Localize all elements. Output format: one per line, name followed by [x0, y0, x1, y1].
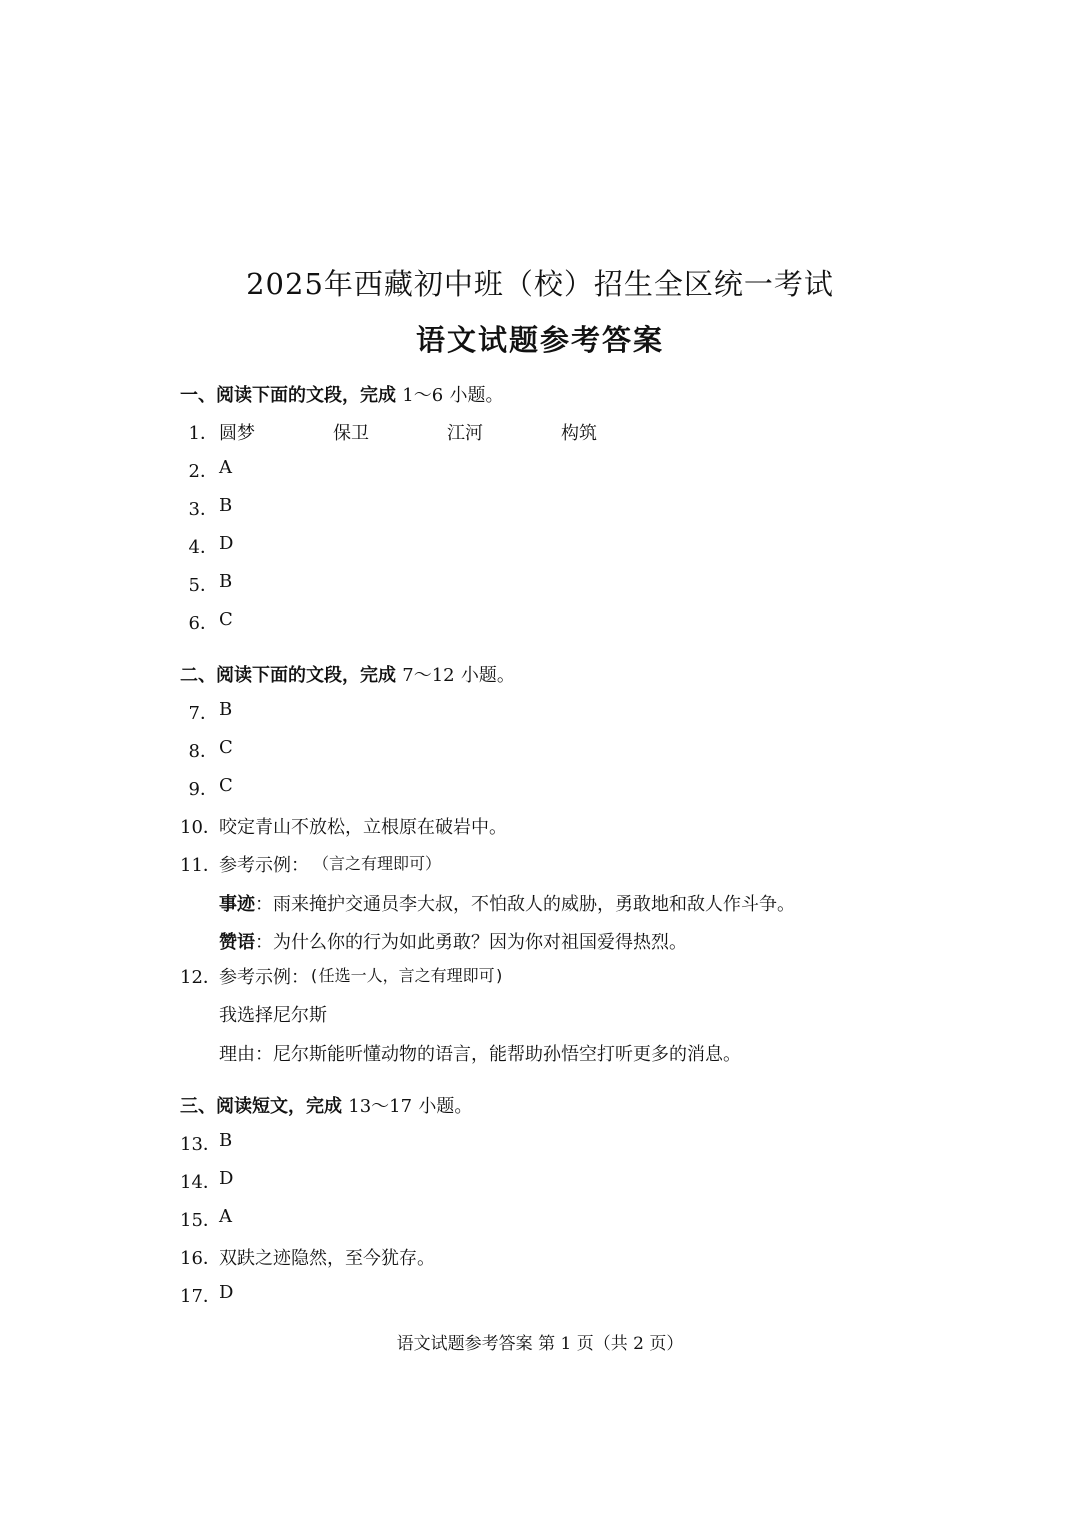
section-1-suffix: 小题。: [449, 385, 504, 406]
answer-note: （言之有理即可）: [313, 854, 442, 873]
answer-text: 双趺之迹隐然，至今犹存。: [219, 1248, 435, 1269]
answer-number: 8．: [188, 741, 218, 762]
section-2-suffix: 小题。: [460, 665, 515, 686]
answer-number: 1．: [188, 423, 218, 444]
answer-note: (任选一人，言之有理即可): [309, 966, 505, 985]
section-2-prefix: 二、阅读下面的文段，完成: [180, 665, 396, 686]
answer-number: 2．: [188, 461, 218, 482]
answer-text: D: [219, 533, 234, 554]
praise-label: 赞语: [219, 932, 255, 953]
deed-label: 事迹: [219, 894, 255, 915]
answer-12-reason: 理由：尼尔斯能听懂动物的语言，能帮助孙悟空打听更多的消息。: [219, 1044, 741, 1065]
answer-17: [180, 1282, 233, 1308]
answer-text: A: [219, 457, 232, 478]
answer-words: [219, 419, 675, 445]
answer-word: 构筑: [561, 423, 597, 444]
answer-number: 3．: [188, 499, 218, 520]
answer-word: 江河: [447, 423, 483, 444]
answer-11-praise: [219, 928, 687, 954]
section-heading-2: [180, 661, 515, 687]
answer-number: 10．: [180, 817, 221, 838]
answer-number: 9．: [188, 779, 218, 800]
answer-2: [180, 457, 232, 483]
answer-1: [180, 419, 675, 445]
page-title: 2025年西藏初中班（校）招生全区统一考试: [246, 267, 834, 301]
answer-text: A: [219, 1206, 232, 1227]
answer-number: 13．: [180, 1134, 221, 1155]
answer-word: 保卫: [333, 423, 369, 444]
answer-14: [180, 1168, 233, 1194]
section-3-range: 13～17: [348, 1096, 413, 1117]
answer-number: 4．: [188, 537, 218, 558]
answer-word: 圆梦: [219, 423, 255, 444]
answer-number: 12．: [180, 967, 221, 988]
page-footer: 语文试题参考答案 第 1 页（共 2 页）: [396, 1334, 684, 1354]
answer-text: D: [219, 1168, 234, 1189]
answer-4: [180, 533, 233, 559]
answer-12-choice: 我选择尼尔斯: [219, 1005, 327, 1026]
answer-11-deed: [219, 890, 795, 916]
deed-text: ：雨来掩护交通员李大叔，不怕敌人的威胁，勇敢地和敌人作斗争。: [255, 894, 795, 915]
answer-text: 参考示例：: [219, 855, 309, 876]
answer-number: 14．: [180, 1172, 221, 1193]
answer-8: [180, 737, 233, 763]
section-3-suffix: 小题。: [418, 1096, 473, 1117]
answer-text: 咬定青山不放松，立根原在破岩中。: [219, 817, 507, 838]
answer-10: [180, 813, 507, 839]
answer-12: [180, 963, 504, 989]
answer-3: [180, 495, 232, 521]
answer-text: B: [219, 571, 233, 592]
answer-number: 16．: [180, 1248, 221, 1269]
answer-text: C: [219, 737, 233, 758]
section-heading-3: [180, 1092, 472, 1118]
praise-text: ：为什么你的行为如此勇敢？因为你对祖国爱得热烈。: [255, 932, 687, 953]
section-3-prefix: 三、阅读短文，完成: [180, 1096, 342, 1117]
answer-15: [180, 1206, 232, 1232]
section-1-range: 1～6: [402, 385, 444, 406]
answer-6: [180, 609, 233, 635]
answer-16: [180, 1244, 435, 1270]
answer-number: 5．: [188, 575, 218, 596]
answer-11: [180, 851, 441, 877]
answer-text: B: [219, 495, 233, 516]
answer-text: C: [219, 609, 233, 630]
answer-9: [180, 775, 233, 801]
answer-number: 15．: [180, 1210, 221, 1231]
answer-5: [180, 571, 232, 597]
page-subtitle: 语文试题参考答案: [415, 323, 664, 357]
answer-number: 6．: [188, 613, 218, 634]
answer-number: 11．: [180, 855, 221, 876]
answer-7: [180, 699, 232, 725]
answer-text: C: [219, 775, 233, 796]
answer-text: B: [219, 699, 233, 720]
answer-13: [180, 1130, 232, 1156]
section-2-range: 7～12: [402, 665, 455, 686]
section-1-prefix: 一、阅读下面的文段，完成: [180, 385, 396, 406]
answer-number: 17．: [180, 1286, 221, 1307]
answer-number: 7．: [188, 703, 218, 724]
answer-text: B: [219, 1130, 233, 1151]
section-heading-1: [180, 381, 503, 407]
answer-text: D: [219, 1282, 234, 1303]
answer-text: 参考示例：: [219, 967, 309, 988]
